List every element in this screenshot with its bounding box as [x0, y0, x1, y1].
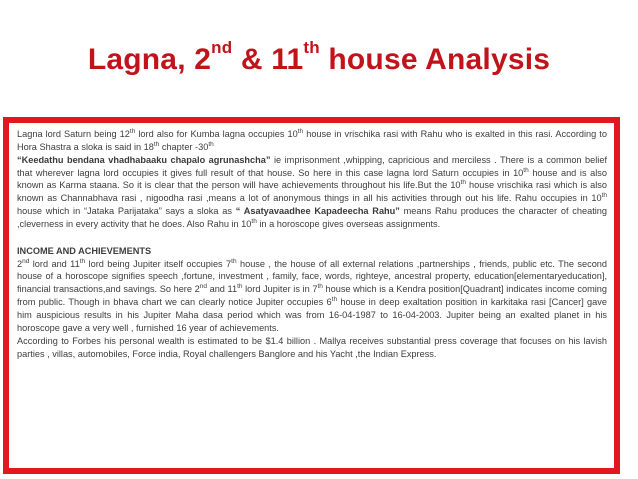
title-sup-2: th	[303, 38, 320, 57]
paragraph-forbes: According to Forbes his personal wealth is estimated to be $1.4 billion . Mallya receives substantial press coverage that focuses on his lavish parties , villas, automobiles, Force india, Royal challengers Banglore and his Yacht ,the Indian Express.	[17, 335, 607, 359]
text-run: lord and 11	[29, 258, 80, 269]
text-run: house vrischika rasi which is also known as Channabhava rasi , nigoodha rasi ,means a lot of anonymous things in all his activities through out his life. Rahu occupies in 10	[17, 180, 607, 204]
sloka-quote: “Keedathu bendana vhadhabaaku chapalo agrunashcha”	[17, 154, 271, 165]
superscript: th	[523, 166, 529, 174]
title-text-1: Lagna, 2	[87, 43, 212, 76]
text-run: house , the house of all external relations ,partnerships , friends, public etc. The second house of a horoscope signifies speech ,fortune, investment , family, face, words, righteye, ancestral property, education[elementaryeducation], financial transactions,and savings. So here 2	[17, 258, 608, 295]
text-run: ie imprisonment ,whipping, capricious and merciless . There is a common belief that wherever lagna lord occupies it gives full result of that house. So here in this case lagna lord Saturn occupies in 10	[17, 154, 608, 178]
content-body	[17, 128, 607, 360]
superscript: th	[331, 296, 338, 304]
superscript: th	[129, 127, 136, 135]
text-run: means Rahu produces the character of cheating ,cleverness in every activity that he does. Also Rahu in 10	[17, 206, 608, 229]
text-run: house and is also known as Karma staana. So it is clear that the person will have achievements throughout his life.But the 10	[17, 167, 607, 191]
superscript: th	[601, 192, 607, 200]
superscript: th	[317, 283, 323, 291]
superscript: th	[297, 127, 304, 135]
text-run: lord Jupiter is in 7	[242, 284, 318, 295]
superscript: nd	[22, 257, 30, 265]
text-run: Lagna lord Saturn being 12	[17, 129, 130, 139]
paragraph-income	[17, 258, 607, 335]
title-text-2: & 11	[232, 43, 304, 76]
superscript: nd	[199, 283, 207, 291]
slide-title	[0, 38, 638, 77]
text-run: lord also for Kumba lagna occupies 10	[135, 129, 298, 139]
title-text-3: house Analysis	[319, 43, 551, 76]
superscript: th	[79, 257, 86, 265]
text-run: house which is a Kendra position[Quadrant] indicates income coming from public. Though in bhava chart we can clearly notice Jupiter occupies 6	[17, 284, 607, 308]
superscript: th	[460, 179, 466, 187]
title-sup-1: nd	[211, 38, 233, 57]
text-run: chapter -30	[159, 141, 209, 152]
paragraph-lagna-lord	[17, 128, 607, 231]
content-frame	[3, 117, 620, 474]
text-run: in a horoscope gives overseas assignments.	[256, 218, 441, 229]
superscript: th	[153, 140, 160, 148]
superscript: th	[208, 140, 214, 148]
text-run: house which in “Jataka Parijataka” says a sloka as	[17, 206, 236, 217]
text-run: house in vrischika rasi with Rahu who is exalted in this rasi. According to Hora Shastra a sloka is said in 18	[17, 129, 607, 152]
text-run: 2	[17, 258, 23, 269]
text-run: and 11	[206, 284, 238, 295]
sloka-quote: “ Asatyavaadhee Kapadeecha Rahu”	[235, 206, 400, 217]
superscript: th	[251, 217, 257, 225]
text-run: lord being Jupiter itself occupies 7	[85, 258, 232, 269]
superscript: th	[237, 283, 243, 291]
text-run: house in deep exaltation position in karkitaka rasi [Cancer] gave him auspicious results in his Jupiter Maha dasa period which was from 16-04-1987 to 16-04-2003. Jupiter being an exalted planet in his horoscope gave a very well , furnished 16 year of achievements.	[17, 297, 607, 333]
superscript: th	[231, 257, 237, 265]
section-heading-income: INCOME AND ACHIEVEMENTS	[17, 245, 152, 256]
